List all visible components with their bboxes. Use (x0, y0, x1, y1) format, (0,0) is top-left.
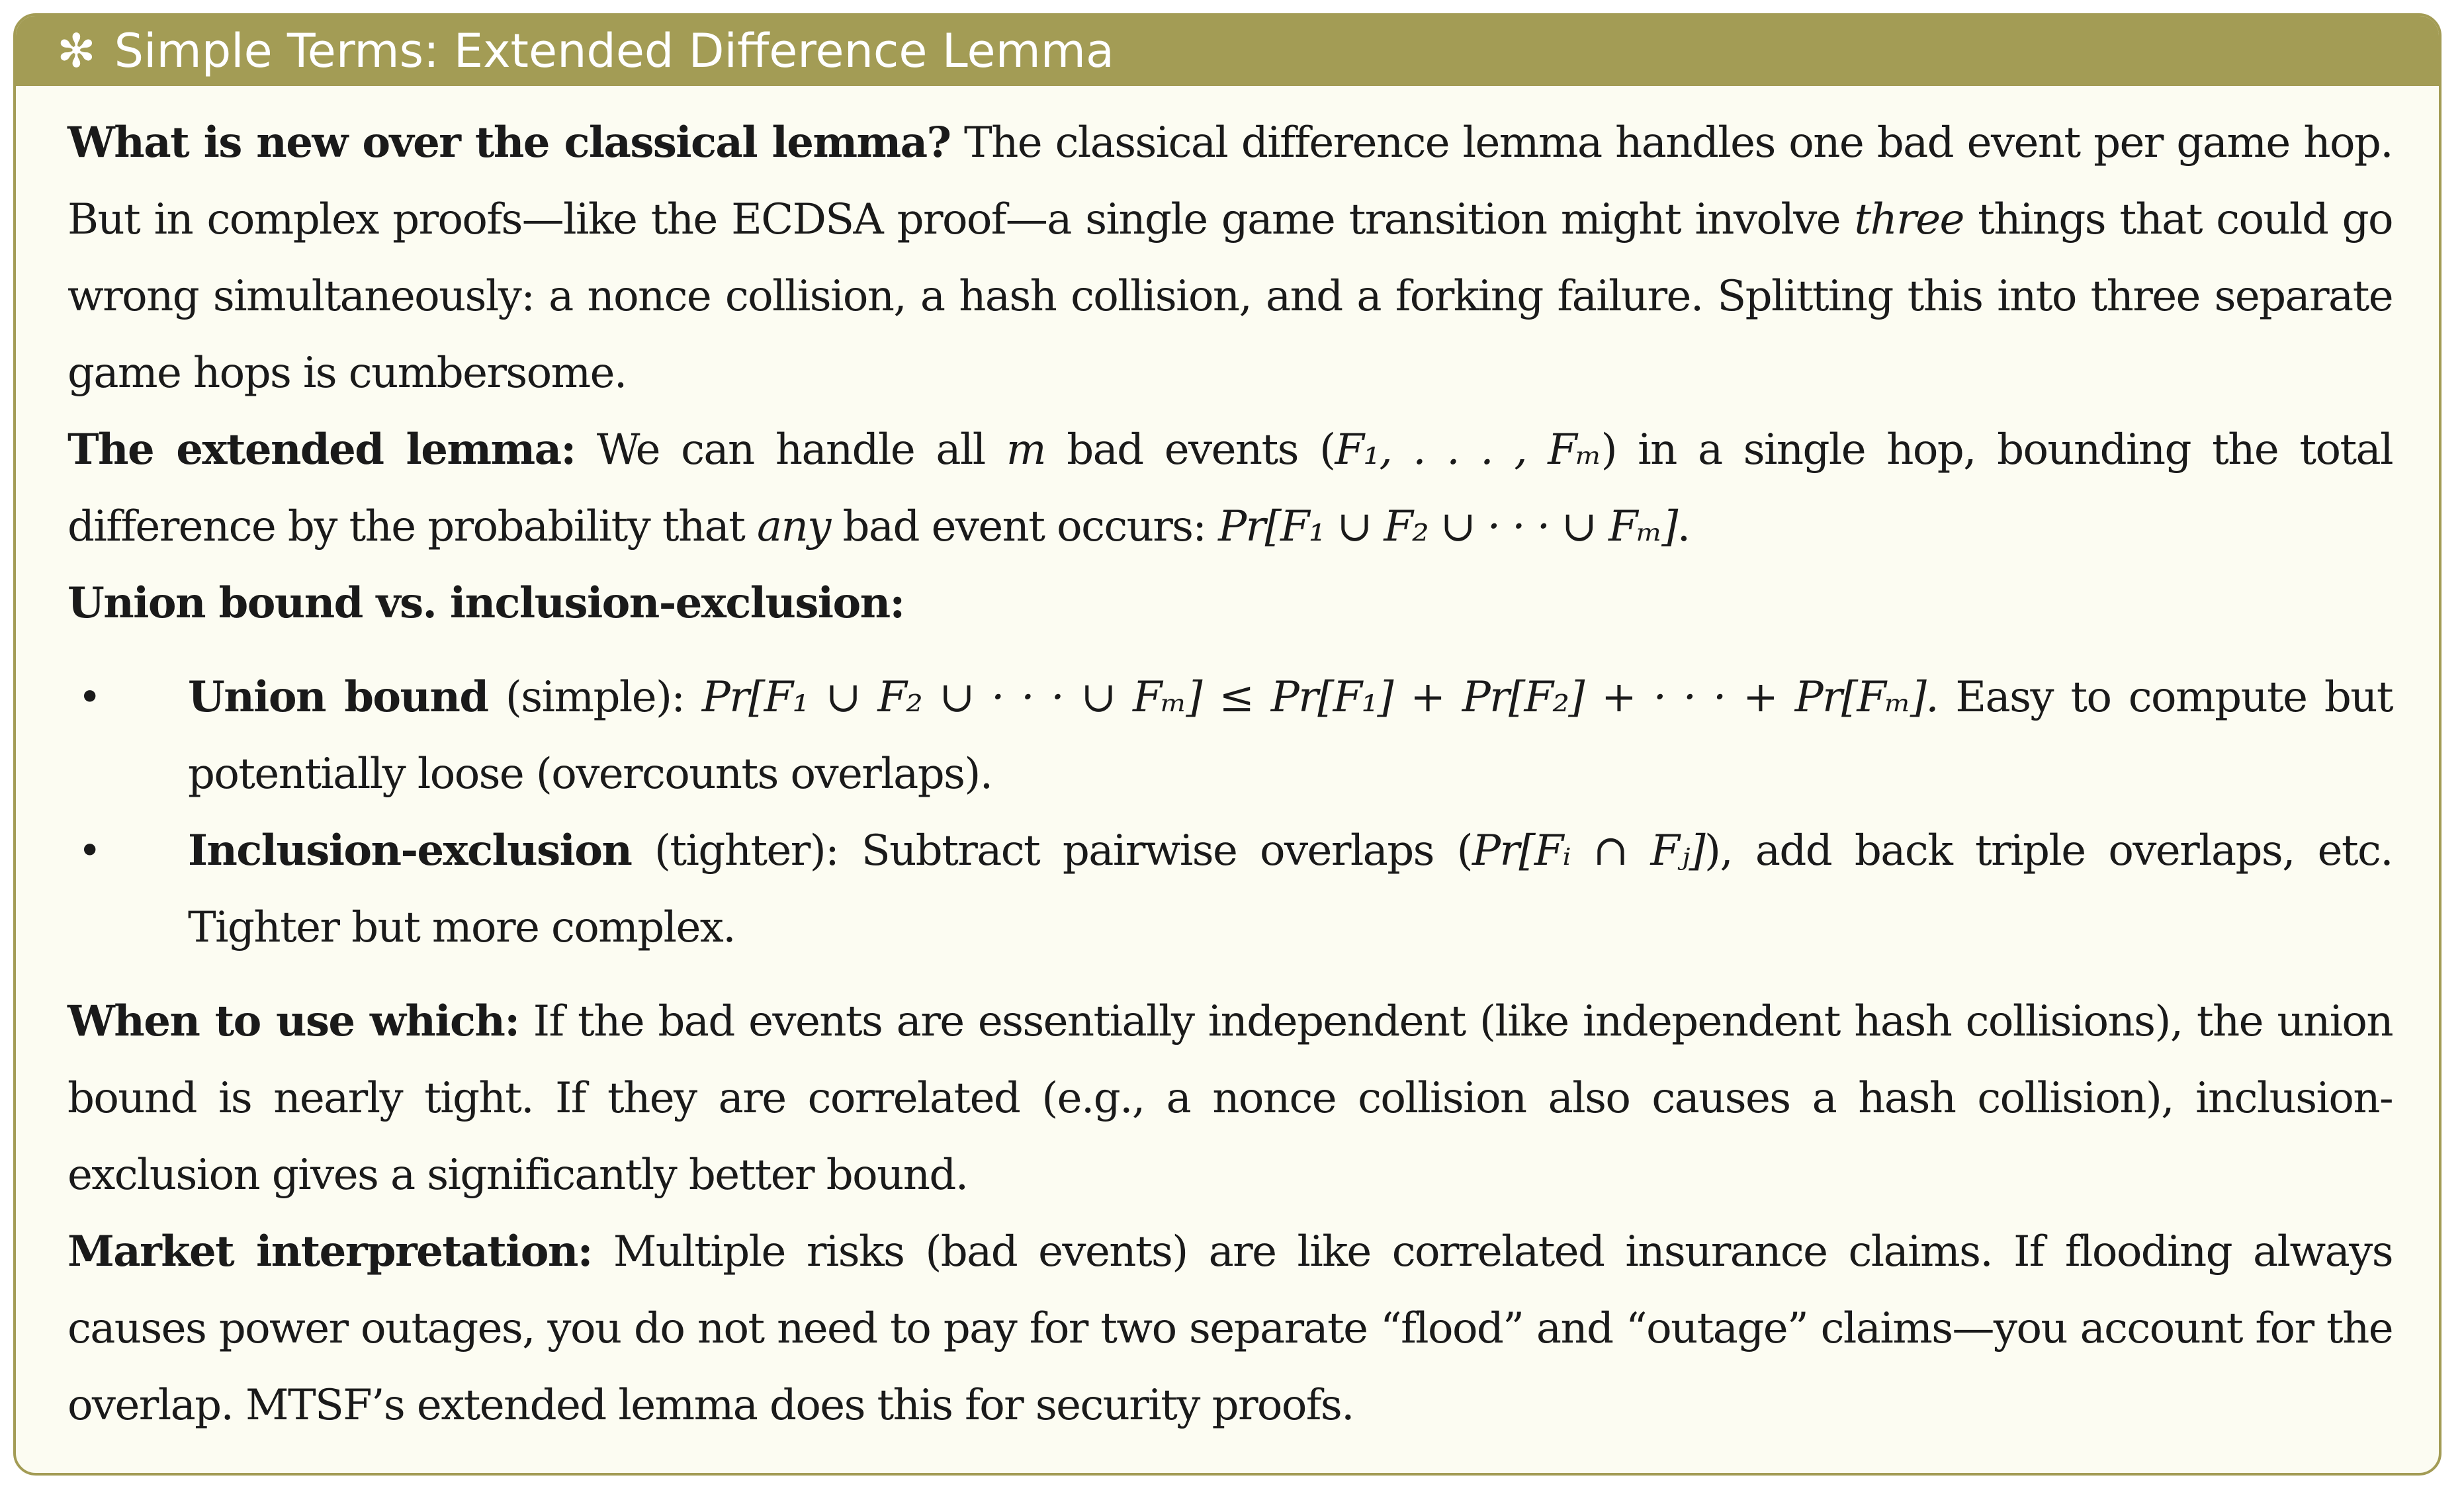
paragraph-text: We can handle all (575, 425, 1006, 474)
simple-terms-box (13, 13, 2442, 1476)
item-label: Union bound (188, 672, 488, 722)
paragraph-text: Multiple risks (bad events) are like correlated insurance claims. If flooding always causes power outages, you do not need to pay for two separate “flood” and “outage” claims—you account for the overlap. MTSF’s extended lemma does this for security proofs. (67, 1227, 2393, 1430)
emphasis-text: any (757, 502, 830, 551)
paragraph-text: If the bad events are essentially independent (like independent hash collisions), the union bound is nearly tight. If they are correlated (e.g., a nonce collision also causes a hash collision), inclusion-exclusion gives a significantly better bound. (67, 997, 2393, 1200)
paragraph-text: The classical difference lemma handles one bad event per game hop. But in complex proofs—like the ECDSA proof—a single game transition might involve (67, 118, 2393, 244)
paragraph-text: things that could go wrong simultaneously: a nonce collision, a hash collision, and a forking failure. Splitting this into three separate game hops is cumbersome. (67, 195, 2393, 398)
item-qualifier: (tighter): (631, 826, 861, 875)
paragraph-heading: What is new over the classical lemma? (67, 118, 951, 167)
paragraph-heading: Market interpretation: (67, 1227, 592, 1276)
paragraph-heading: The extended lemma: (67, 425, 576, 474)
paragraph-text: . (1677, 502, 1690, 551)
math-formula: Pr[Fᵢ ∩ Fⱼ] (1472, 826, 1704, 875)
emphasis-text: three (1854, 195, 1964, 244)
math-formula: Pr[F₁ ∪ F₂ ∪ · · · ∪ Fₘ] (1218, 502, 1677, 551)
item-label: Inclusion-exclusion (188, 826, 632, 875)
paragraph-text: bad events ( (1045, 425, 1335, 474)
list-item (67, 659, 2393, 813)
paragraph-when-to-use (67, 983, 2393, 1214)
item-text: Subtract pairwise overlaps ( (861, 826, 1472, 875)
paragraph-market-interpretation (67, 1214, 2393, 1444)
math-variable: m (1006, 425, 1045, 474)
item-text: Easy to compute but potentially loose (overcounts overlaps). (188, 673, 2393, 799)
bullet-icon: • (78, 828, 101, 874)
paragraph-text: ) in a single hop, bounding the total difference by the probability that (67, 425, 2393, 551)
item-qualifier: (simple): (488, 673, 702, 722)
paragraph-heading: When to use which: (67, 996, 519, 1046)
list-item (67, 813, 2393, 966)
box-body (16, 86, 2439, 1444)
paragraph-new-over-classical (67, 105, 2393, 412)
math-events: F₁, . . . , Fₘ (1335, 425, 1601, 474)
section-heading-union-vs-inclusion: Union bound vs. inclusion-exclusion: (67, 578, 904, 628)
asterisk-icon: ✻ (57, 24, 96, 78)
item-text: ), add back triple overlaps, etc. Tighter but more complex. (188, 826, 2393, 952)
math-formula: Pr[F₁ ∪ F₂ ∪ · · · ∪ Fₘ] ≤ Pr[F₁] + Pr[F₂] + · · · + Pr[Fₘ]. (701, 673, 1938, 722)
box-title: Simple Terms: Extended Difference Lemma (114, 24, 1114, 78)
box-header (16, 16, 2439, 86)
paragraph-extended-lemma (67, 412, 2393, 565)
bullet-list (67, 659, 2393, 966)
paragraph-text: bad event occurs: (830, 502, 1219, 551)
bullet-icon: • (78, 674, 101, 721)
